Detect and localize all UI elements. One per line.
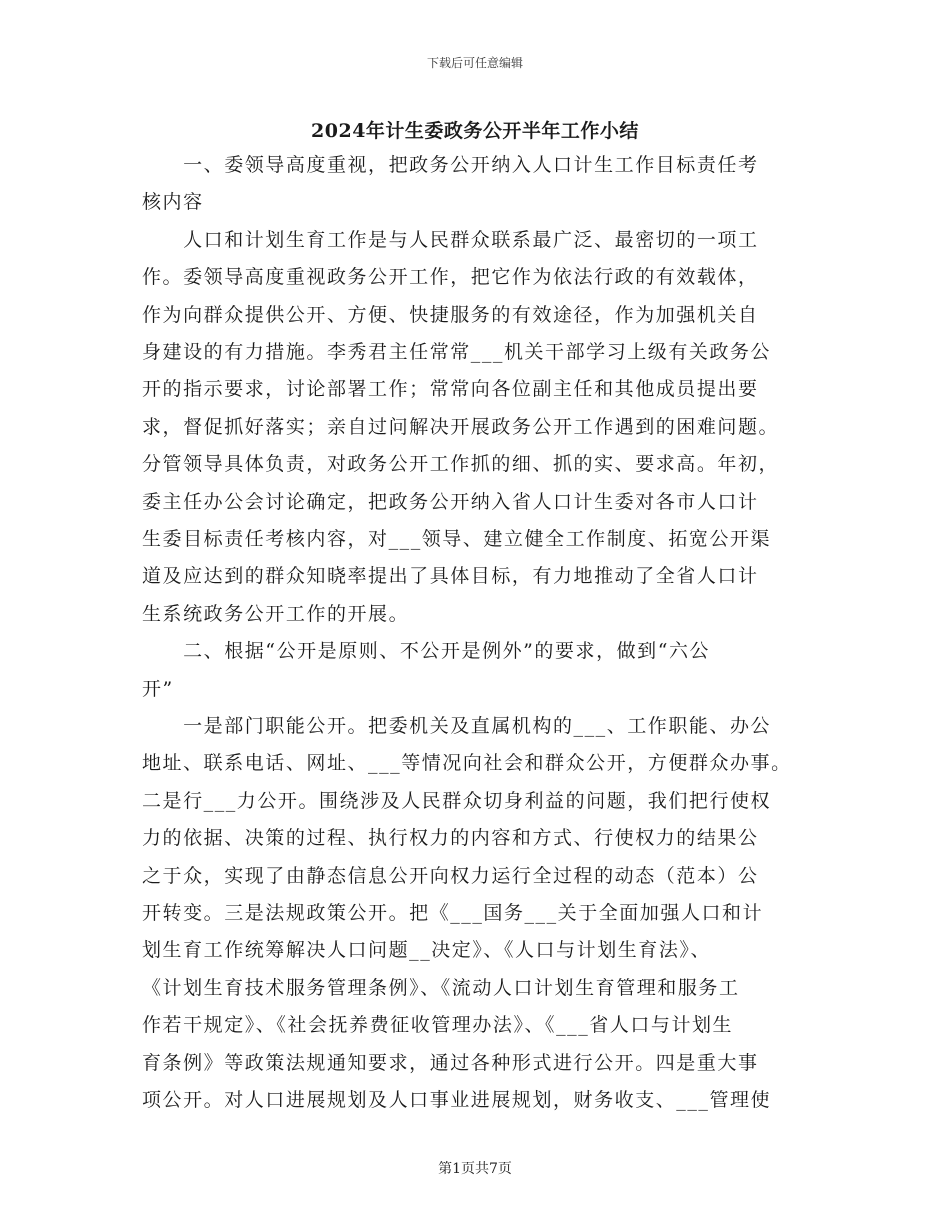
body-text-line: 之于众，实现了由静态信息公开向权力运行全过程的动态（范本）公 — [142, 864, 759, 887]
body-text-line: 作为向群众提供公开、方便、快捷服务的有效途径，作为加强机关自 — [142, 303, 759, 326]
body-text-line: 道及应达到的群众知晓率提出了具体目标，有力地推动了全省人口计 — [142, 565, 759, 588]
document-title: 2024年计生委政务公开半年工作小结 — [311, 120, 639, 142]
body-text-line: 作。委领导高度重视政务公开工作，把它作为依法行政的有效载体， — [142, 266, 759, 289]
body-text-line: 生委目标责任考核内容，对___领导、建立健全工作制度、拓宽公开渠 — [142, 528, 772, 550]
body-text-line: 分管领导具体负责，对政务公开工作抓的细、抓的实、要求高。年初， — [142, 453, 780, 476]
body-text-line: 求，督促抓好落实；亲自过问解决开展政务公开工作遇到的困难问题。 — [142, 415, 780, 438]
body-text-line: 力的依据、决策的过程、执行权力的内容和方式、行使权力的结果公 — [142, 827, 759, 850]
body-text-line: 开的指示要求，讨论部署工作；常常向各位副主任和其他成员提出要 — [142, 378, 759, 401]
body-text-line: 地址、联系电话、网址、___等情况向社会和群众公开，方便群众办事。 — [142, 752, 792, 775]
body-text-line: 人口和计划生育工作是与人民群众联系最广泛、最密切的一项工 — [142, 228, 759, 251]
body-text-line: 开转变。三是法规政策公开。把《___国务___关于全面加强人口和计 — [142, 902, 764, 924]
page-footer: 第1页共7页 — [438, 1161, 512, 1177]
body-text-line: 核内容 — [142, 191, 204, 214]
body-text-line: 生系统政务公开工作的开展。 — [142, 602, 410, 625]
body-text-line: 二、根据“公开是原则、不公开是例外”的要求，做到“六公 — [142, 640, 711, 663]
body-text-line: 育条例》等政策法规通知要求，通过各种形式进行公开。四是重大事 — [142, 1051, 759, 1074]
body-text-line: 一是部门职能公开。把委机关及直属机构的___、工作职能、办公 — [142, 715, 772, 737]
page-header-note: 下载后可任意编辑 — [426, 56, 523, 70]
body-text-line: 项公开。对人口进展规划及人口事业进展规划，财务收支、___管理使 — [142, 1089, 772, 1111]
body-text-line: 开” — [142, 677, 174, 700]
body-text-line: 二是行___力公开。围绕涉及人民群众切身利益的问题，我们把行使权 — [142, 789, 772, 812]
body-text-line: 作若干规定》、《社会抚养费征收管理办法》、《___省人口与计划生 — [142, 1014, 734, 1037]
body-text-line: 委主任办公会讨论确定，把政务公开纳入省人口计生委对各市人口计 — [142, 490, 759, 513]
body-text-line: 身建设的有力措施。李秀君主任常常___机关干部学习上级有关政务公 — [142, 341, 772, 363]
body-text-line: 一、委领导高度重视，把政务公开纳入人口计生工作目标责任考 — [142, 154, 759, 176]
body-text-line: 划生育工作统筹解决人口问题__决定》、《人口与计划生育法》、 — [142, 939, 712, 962]
body-text-line: 《计划生育技术服务管理条例》、《流动人口计划生育管理和服务工 — [142, 976, 740, 999]
